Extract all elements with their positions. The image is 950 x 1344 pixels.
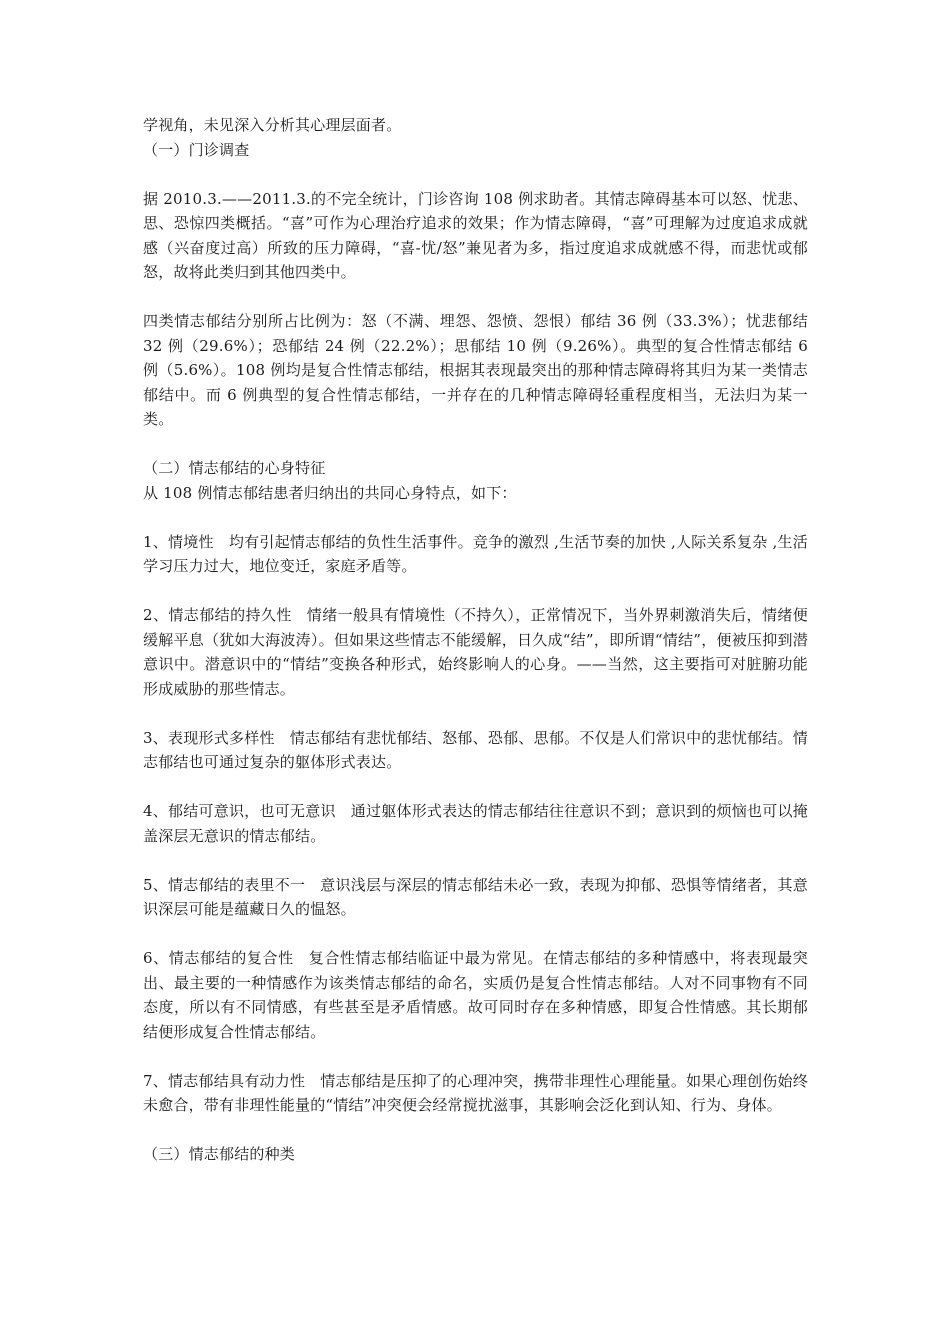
spacer [143,922,808,947]
feature-item-title: 6、情志郁结的复合性 [143,949,294,967]
feature-item-text: 情志郁结是压抑了的心理冲突，携带非理性心理能量。如果心理创伤始终未愈合，带有非理性能量的“情结”冲突便会经常搅扰滋事，其影响会泛化到认知、行为、身体。 [143,1071,808,1114]
spacer [143,1118,808,1143]
spacer [143,1044,808,1069]
feature-item-title: 5、情志郁结的表里不一 [143,875,306,894]
section2-heading: （二）情志郁结的心身特征 [143,459,326,477]
feature-item-title: 2、情志郁结的持久性 [143,606,292,624]
feature-item-title: 7、情志郁结具有动力性 [143,1071,306,1090]
spacer [143,505,808,530]
feature-item-title: 4、郁结可意识，也可无意识 [143,802,336,820]
feature-item-title: 1、情境性 [143,532,214,551]
feature-item-3 [143,726,808,775]
feature-item-7 [143,1069,808,1118]
feature-item-2 [143,603,808,701]
feature-item-text: 情绪一般具有情境性（不持久），正常情况下，当外界刺激消失后，情绪便缓解平息（犹如大海波涛）。但如果这些情志不能缓解，日久成“结”，即所谓“情结”，便被压抑到潜意识中。潜意识中的“情结”变换各种形式，始终影响人的心身。——当然，这主要指可对脏腑功能形成威胁的那些情志。 [143,606,809,698]
section3-heading: （三）情志郁结的种类 [143,1145,296,1163]
feature-item-title: 3、表现形式多样性 [143,728,275,747]
feature-item-1 [143,530,808,579]
spacer [143,432,808,457]
spacer [143,579,808,604]
section1-paragraph-2: 四类情志郁结分别所占比例为：怒（不满、埋怨、怨愤、怨恨）郁结 36 例（33.3%）；忧悲郁结 32 例（29.6%）；恐郁结 24 例（22.2%）；思郁结 10 例（9.26%）。典型的复合性情志郁结 6 例（5.6%）。108 例均是复合性情志郁结，根据其表现最突出的那种情志障碍将其归为某一类情志郁结中。而 6 例典型的复合性情志郁结，一并存在的几种情志障碍轻重程度相当，无法归为某一类。 [143,312,808,428]
document-page [143,113,808,1167]
spacer [143,701,808,726]
feature-item-text: 情志郁结有悲忧郁结、怒郁、恐郁、思郁。不仅是人们常识中的悲忧郁结。情志郁结也可通过复杂的躯体形式表达。 [143,728,808,771]
intro-tail: 学视角，未见深入分析其心理层面者。 [143,116,402,134]
feature-item-text: 复合性情志郁结临证中最为常见。在情志郁结的多种情感中，将表现最突出、最主要的一种情感作为该类情志郁结的命名，实质仍是复合性情志郁结。人对不同事物有不同态度，所以有不同情感，有些甚至是矛盾情感。故可同时存在多种情感，即复合性情感。其长期郁结便形成复合性情志郁结。 [143,949,808,1041]
feature-item-text: 均有引起情志郁结的负性生活事件。竞争的激烈 ,生活节奏的加快 ,人际关系复杂 ,生活学习压力过大，地位变迁，家庭矛盾等。 [143,532,808,575]
feature-item-text: 意识浅层与深层的情志郁结未必一致，表现为抑郁、恐惧等情绪者，其意识深层可能是蕴藏日久的愠怒。 [143,875,808,918]
spacer [143,285,808,310]
spacer [143,848,808,873]
feature-item-5 [143,873,808,922]
feature-item-6 [143,946,808,1044]
feature-item-text: 通过躯体形式表达的情志郁结往往意识不到；意识到的烦恼也可以掩盖深层无意识的情志郁结。 [143,802,808,845]
spacer [143,775,808,800]
spacer [143,162,808,187]
feature-item-4 [143,799,808,848]
section1-paragraph-1: 据 2010.3.——2011.3.的不完全统计，门诊咨询 108 例求助者。其情志障碍基本可以怒、忧悲、思、恐惊四类概括。“喜”可作为心理治疗追求的效果；作为情志障碍，“喜”可理解为过度追求成就感（兴奋度过高）所致的压力障碍，“喜-忧/怒”兼见者为多，指过度追求成就感不得，而悲忧或郁怒，故将此类归到其他四类中。 [143,189,808,281]
section2-lead: 从 108 例情志郁结患者归纳出的共同心身特点，如下： [143,483,517,502]
section1-heading: （一）门诊调查 [143,140,250,159]
